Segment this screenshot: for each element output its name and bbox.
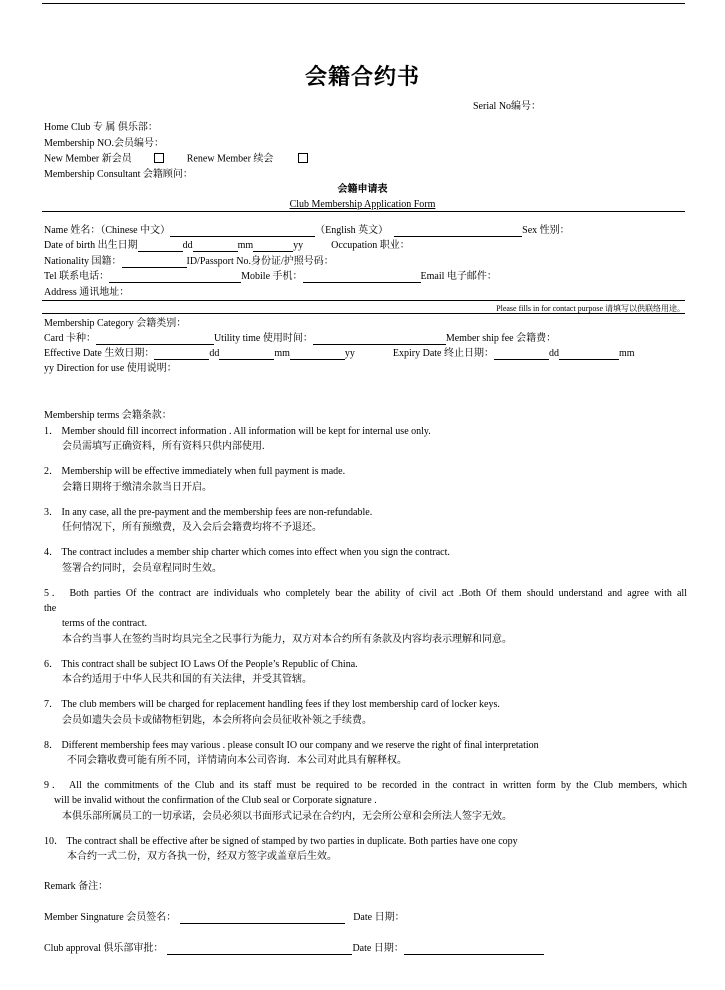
occupation-label: Occupation 职业：	[331, 240, 410, 251]
application-title-en: Club Membership Application Form	[289, 199, 436, 210]
term-6-en: 6． This contract shall be subject IO Laws Of the People’s Republic of China.	[44, 659, 358, 670]
term-6-cn: 本合约适用于中华人民共和国的有关法律，并受其管辖。	[62, 674, 312, 685]
term-5-cn: 本合约当事人在签约当时均具完全之民事行为能力，双方对本合约所有条款及内容均表示理解和同意。	[62, 634, 512, 645]
document-title: 会籍合约书	[304, 64, 420, 89]
utility-time-label: Utility time 使用时间：	[213, 333, 313, 344]
terms-title: Membership terms 会籍条款：	[44, 410, 172, 421]
direction-label: yy Direction for use 使用说明：	[44, 363, 177, 374]
term-1-cn: 会员需填写正确资料，所有资料只供内部使用.	[62, 441, 265, 452]
term-8-cn: 不同会籍收费可能有所不同，详情请向本公司咨询．本公司对此具有解释权。	[67, 755, 407, 766]
name-chinese-label: Name 姓名：（Chinese 中文）	[44, 225, 171, 236]
member-date-label: Date 日期：	[353, 912, 405, 923]
term-1-en: 1． Member should fill incorrect information . All information will be kept for internal use only.	[44, 426, 431, 437]
member-signature-label: Member Singnature 会员签名：	[44, 912, 177, 923]
expiry-mm-field[interactable]	[559, 349, 619, 360]
term-5-en-cont: the	[44, 603, 57, 614]
term-2-cn: 会籍日期将于缴清余款当日开启。	[62, 482, 212, 493]
membership-fee-label: Member ship fee 会籍费：	[445, 333, 557, 344]
effective-date-label: Effective Date 生效日期：	[44, 348, 155, 359]
effective-dd-field[interactable]	[154, 349, 209, 360]
membership-category-label: Membership Category 会籍类别：	[44, 318, 187, 329]
effective-dd-label: dd	[209, 348, 220, 359]
nationality-row	[44, 256, 334, 268]
nationality-field[interactable]	[122, 257, 187, 268]
name-chinese-field[interactable]	[170, 226, 315, 237]
term-3-cn: 任何情况下，所有预缴费，及入会后会籍费均将不予退还。	[62, 522, 322, 533]
application-title-cn: 会籍申请表	[337, 184, 388, 195]
club-approval-row	[44, 943, 544, 955]
club-approval-field[interactable]	[167, 944, 352, 955]
club-date-label: Date 日期：	[352, 943, 404, 954]
member-signature-row	[44, 912, 405, 924]
club-approval-label: Club approval 俱乐部审批：	[44, 943, 164, 954]
remark-label: Remark 备注：	[44, 881, 109, 892]
term-5-en-cont2: terms of the contract.	[62, 618, 147, 629]
dob-label: Date of birth 出生日期	[44, 240, 138, 251]
dd-label: dd	[182, 240, 193, 251]
term-9-cn: 本俱乐部所属员工的一切承诺，会员必须以书面形式记录在合约内，无会所公章和会所法人签字无效。	[62, 811, 512, 822]
term-10-en: 10． The contract shall be effective after be signed of stamped by two parties in duplicate. Both parties have one copy	[44, 836, 518, 847]
utility-time-field[interactable]	[313, 334, 446, 345]
new-member-checkbox[interactable]	[154, 153, 164, 163]
address-field[interactable]	[42, 300, 685, 301]
name-row	[44, 225, 570, 237]
card-row	[44, 333, 556, 345]
term-4-cn: 签署合约同时，会员章程同时生效。	[62, 563, 222, 574]
effective-mm-label: mm	[274, 348, 290, 359]
renew-member-label: Renew Member 续会	[186, 153, 274, 165]
mobile-field[interactable]	[303, 272, 421, 283]
card-field[interactable]	[96, 334, 214, 345]
email-label: Email 电子邮件：	[420, 271, 497, 282]
new-member-label: New Member 新会员	[44, 153, 132, 165]
term-7-en: 7． The club members will be charged for replacement handling fees if they lost membership card of locker keys.	[44, 699, 500, 710]
serial-number-label: Serial No编号：	[473, 101, 542, 112]
effective-yy-field[interactable]	[290, 349, 345, 360]
id-passport-label: ID/Passport No.身份证/护照号码：	[186, 256, 334, 267]
term-5-en: 5． Both parties Of the contract are individuals who completely bear the ability of civil act .Both Of them should understand and agree with all	[44, 588, 687, 599]
consultant-label: Membership Consultant 会籍顾问：	[44, 169, 193, 180]
member-signature-field[interactable]	[180, 913, 345, 924]
effective-yy-label: yy	[344, 348, 355, 359]
dob-dd-field[interactable]	[138, 241, 183, 252]
renew-member-checkbox[interactable]	[298, 153, 308, 163]
tel-label: Tel 联系电话：	[44, 271, 110, 282]
card-label: Card 卡种：	[44, 333, 96, 344]
membership-no-label: Membership NO.会员编号：	[44, 138, 164, 149]
term-3-en: 3． In any case, all the pre-payment and the membership fees are non-refundable.	[44, 507, 373, 518]
club-date-field[interactable]	[404, 944, 544, 955]
yy-label: yy	[293, 240, 304, 251]
nationality-label: Nationality 国籍：	[44, 256, 122, 267]
member-type-row	[44, 153, 312, 165]
term-10-cn: 本合约一式二份，双方各执一份，经双方签字或盖章后生效。	[67, 851, 337, 862]
contact-row	[44, 271, 497, 283]
term-9-en-cont: will be invalid without the confirmation of the Club seal or Corporate signature .	[54, 795, 377, 806]
term-8-en: 8． Different membership fees may various . please consult IO our company and we reserve the right of final interpretation	[44, 740, 539, 751]
mm-label: mm	[237, 240, 254, 251]
home-club-label: Home Club 专 属 俱乐部：	[44, 122, 158, 133]
term-2-en: 2． Membership will be effective immediately when full payment is made.	[44, 466, 346, 477]
expiry-dd-label: dd	[549, 348, 559, 359]
mobile-label: Mobile 手机：	[241, 271, 303, 282]
effective-mm-field[interactable]	[219, 349, 274, 360]
dob-row	[44, 240, 410, 252]
top-rule	[42, 3, 685, 4]
sex-label: Sex 性别：	[522, 225, 570, 236]
expiry-mm-label: mm	[619, 348, 635, 359]
term-4-en: 4． The contract includes a member ship charter which comes into effect when you sign the contract.	[44, 547, 450, 558]
name-english-field[interactable]	[394, 226, 522, 237]
dob-yy-field[interactable]	[253, 241, 293, 252]
address-label: Address 通讯地址：	[44, 287, 130, 298]
term-9-en: 9． All the commitments of the Club and its staff must be required to be recorded in the contract in written form by the Club members, which	[44, 780, 687, 791]
dob-mm-field[interactable]	[193, 241, 238, 252]
expiry-date-label: Expiry Date 终止日期：	[392, 348, 494, 359]
name-english-label: （English 英文）	[315, 225, 389, 236]
section-rule	[42, 211, 685, 212]
tel-field[interactable]	[109, 272, 241, 283]
effective-row	[44, 348, 635, 360]
expiry-dd-field[interactable]	[494, 349, 549, 360]
note-rule	[42, 313, 685, 314]
term-7-cn: 会员如遗失会员卡或储物柜钥匙，本会所将向会员征收补领之手续费。	[62, 715, 372, 726]
contact-purpose-note: Please fills in for contact purpose 请填写以供联络用途。	[496, 304, 685, 313]
